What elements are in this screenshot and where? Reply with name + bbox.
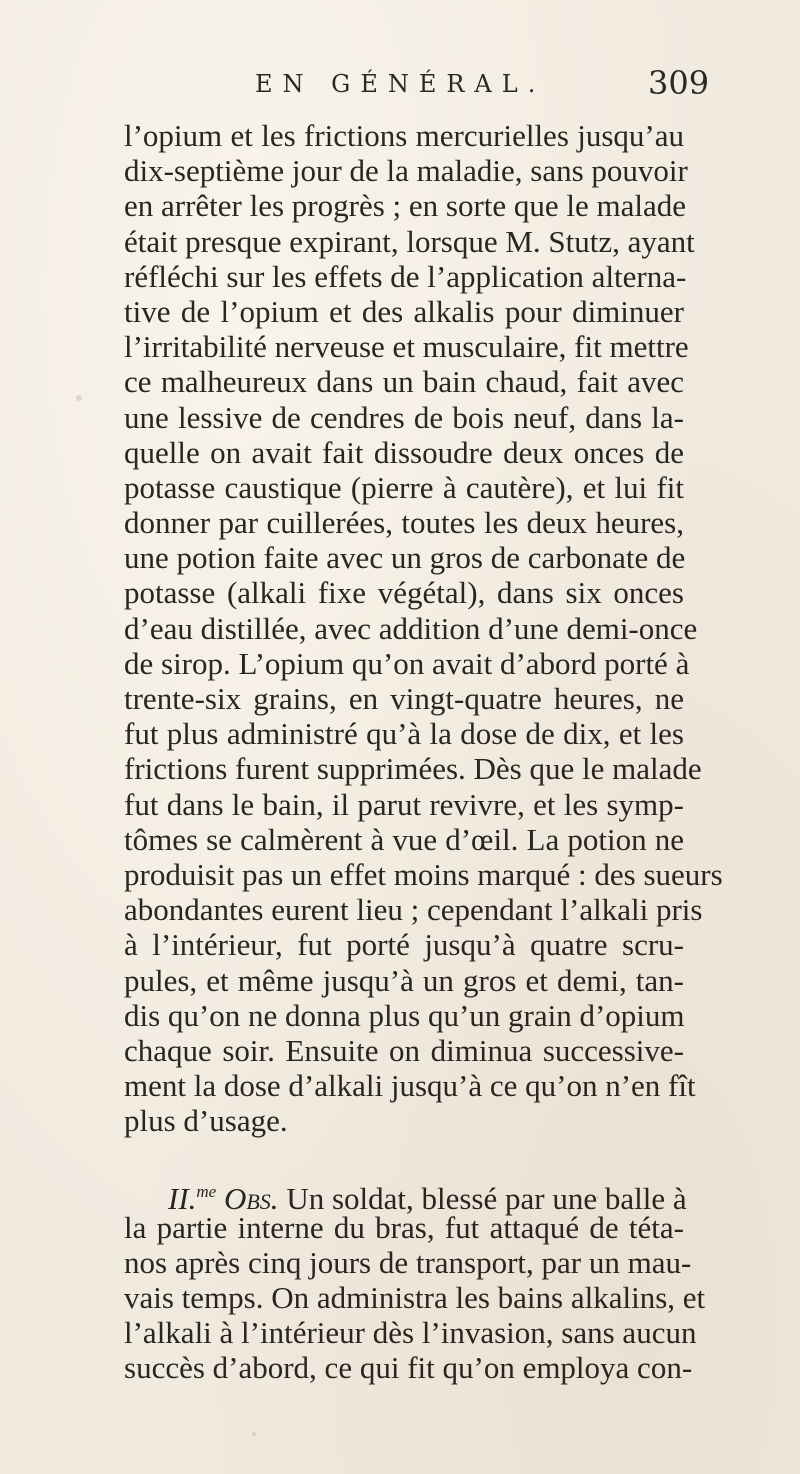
text-line: trente-six grains, en vingt-quatre heures, ne (124, 681, 684, 716)
text-line: quelle on avait fait dissoudre deux onces de (124, 434, 684, 470)
text-line: tômes se calmèrent à vue d’œil. La potion ne (124, 821, 684, 857)
paper-speck (76, 395, 82, 401)
text-line: frictions furent supprimées. Dès que le malade (124, 751, 702, 787)
text-line: fut dans le bain, il parut revivre, et les symp- (124, 786, 684, 822)
text-line: ce malheureux dans un bain chaud, fait avec (124, 364, 684, 400)
text-line: en arrêter les progrès ; en sorte que le malade (124, 188, 687, 224)
text-line: chaque soir. Ensuite on diminua successive- (124, 1032, 684, 1068)
text-line: succès d’abord, ce qui fit qu’on employa con- (124, 1350, 693, 1386)
text-line: dix-septième jour de la maladie, sans pouvoir (124, 153, 688, 189)
text-line: plus d’usage. (124, 1103, 288, 1139)
text-line: était presque expirant, lorsque M. Stutz, ayant (124, 223, 695, 259)
text-line: potasse caustique (pierre à cautère), et lui fit (124, 469, 684, 505)
text-line: l’irritabilité nerveuse et musculaire, fit mettre (124, 329, 689, 365)
text-line: réfléchi sur les effets de l’application alterna- (124, 258, 687, 294)
text-line: abondantes eurent lieu ; cependant l’alkali pris (124, 892, 703, 928)
observation-first-line: Un soldat, blessé par une balle à (286, 1181, 687, 1217)
page-number: 309 (648, 64, 710, 102)
text-line: de sirop. L’opium qu’on avait d’abord porté à (124, 645, 690, 681)
text-line: produisit pas un effet moins marqué : des sueurs (124, 856, 723, 892)
text-line: nos après cinq jours de transport, par un mau- (124, 1244, 692, 1280)
paragraph-2 (124, 1174, 706, 1386)
text-line: fut plus administré qu’à la dose de dix, et les (124, 716, 684, 752)
text-line: l’alkali à l’intérieur dès l’invasion, sans aucun (124, 1315, 697, 1351)
text-line: vais temps. On administra les bains alkalins, et (124, 1280, 706, 1315)
paragraph-gap (124, 1138, 684, 1174)
text-line: tive de l’opium et des alkalis pour diminuer (124, 293, 684, 329)
text-line: ment la dose d’alkali jusqu’à ce qu’on n’en fît (124, 1068, 696, 1104)
text-line: la partie interne du bras, fut attaqué de téta- (124, 1209, 684, 1245)
text-line: à l’intérieur, fut porté jusqu’à quatre scru- (124, 927, 684, 963)
observation-abbrev: Obs. (223, 1181, 279, 1217)
text-line: donner par cuillerées, toutes les deux heures, (124, 505, 684, 541)
text-line: une lessive de cendres de bois neuf, dans la- (124, 399, 684, 435)
text-line: dis qu’on ne donna plus qu’un grain d’opium (124, 997, 685, 1033)
paragraph-1 (124, 118, 723, 1139)
observation-heading-line (124, 1174, 687, 1217)
text-line: l’opium et les frictions mercurielles jusqu’au (124, 118, 684, 153)
text-line: potasse (alkali fixe végétal), dans six onces (124, 575, 684, 611)
observation-number: II.$^{me}$ (168, 1181, 217, 1217)
text-line: une potion faite avec un gros de carbonate de (124, 540, 686, 576)
paper-speck (252, 1432, 256, 1436)
text-line: d’eau distillée, avec addition d’une demi-once (124, 610, 698, 646)
paper-speck (596, 1196, 599, 1199)
page-header (0, 64, 800, 110)
text-line: pules, et même jusqu’à un gros et demi, tan- (124, 962, 684, 998)
body-text (124, 118, 723, 1386)
running-head: EN GÉNÉRAL. (255, 70, 546, 98)
